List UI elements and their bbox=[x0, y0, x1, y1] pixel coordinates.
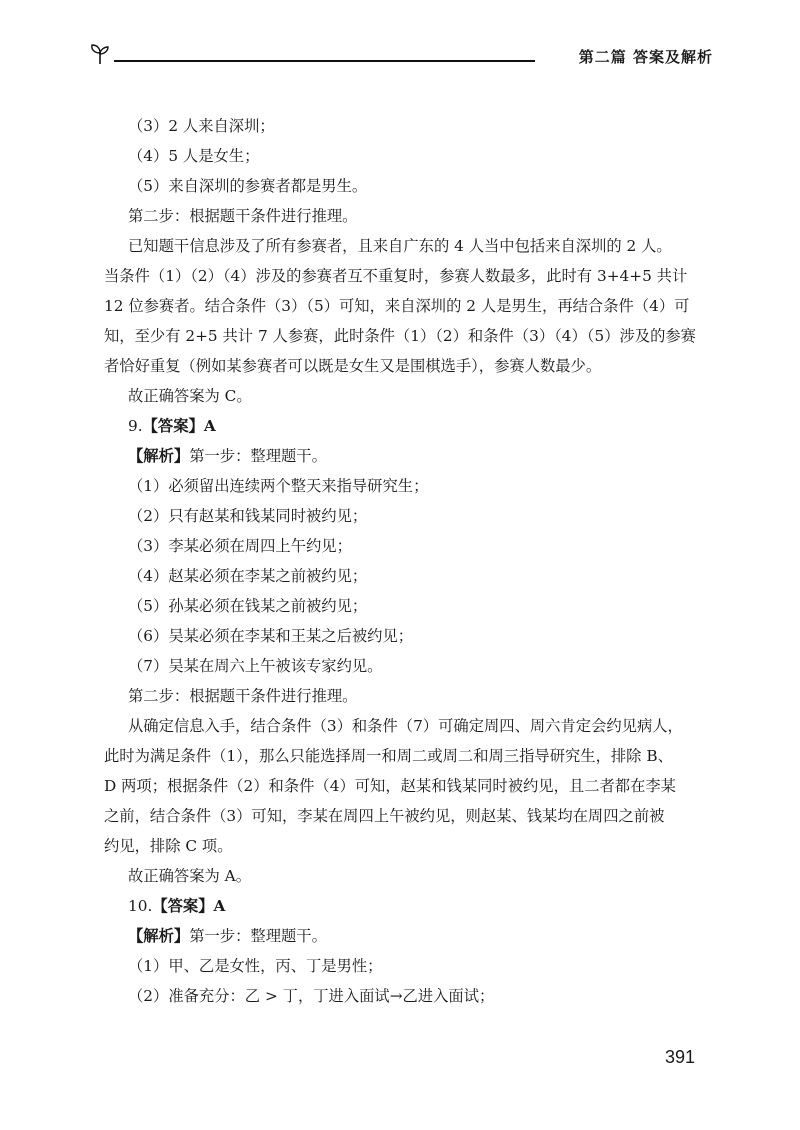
header-rule bbox=[114, 60, 535, 62]
text-line bbox=[104, 501, 698, 531]
answer-line bbox=[104, 411, 698, 441]
analysis-line bbox=[104, 921, 698, 951]
line-text: （5）孙某必须在钱某之前被约见； bbox=[128, 597, 368, 615]
line-text: 已知题干信息涉及了所有参赛者，且来自广东的 4 人当中包括来自深圳的 2 人。 bbox=[128, 237, 672, 255]
text-line bbox=[104, 951, 698, 981]
question-number: 10. bbox=[128, 897, 153, 915]
line-text: 知，至少有 2+5 共计 7 人参赛，此时条件（1）（2）和条件（3）（4）（5）涉及的参赛 bbox=[104, 327, 696, 345]
line-text: 之前，结合条件（3）可知，李某在周四上午被约见，则赵某、钱某均在周四之前被 bbox=[104, 807, 665, 825]
text-line bbox=[104, 561, 698, 591]
line-text: （6）吴某必须在李某和王某之后被约见； bbox=[128, 627, 414, 645]
line-text: 第一步：整理题干。 bbox=[189, 927, 327, 945]
text-line bbox=[104, 591, 698, 621]
label-tag: 【答案】 bbox=[152, 897, 214, 915]
text-line bbox=[104, 861, 698, 891]
line-text: （3）李某必须在周四上午约见； bbox=[128, 537, 352, 555]
text-line bbox=[104, 351, 698, 381]
text-line bbox=[104, 801, 698, 831]
text-line bbox=[104, 201, 698, 231]
text-line bbox=[104, 171, 698, 201]
text-line bbox=[104, 831, 698, 861]
text-line bbox=[104, 291, 698, 321]
label-tag: 【解析】 bbox=[128, 447, 190, 465]
page-content bbox=[104, 111, 698, 1011]
text-line bbox=[104, 471, 698, 501]
line-text: （4）5 人是女生； bbox=[128, 147, 260, 165]
sprout-icon bbox=[88, 42, 112, 66]
line-text: （4）赵某必须在李某之前被约见； bbox=[128, 567, 368, 585]
line-text: 第二步：根据题干条件进行推理。 bbox=[128, 207, 358, 225]
line-text: 者恰好重复（例如某参赛者可以既是女生又是围棋选手），参赛人数最少。 bbox=[104, 357, 602, 375]
line-text: （1）甲、乙是女性，丙、丁是男性； bbox=[128, 957, 383, 975]
line-text: A bbox=[203, 417, 216, 435]
line-text: （7）吴某在周六上午被该专家约见。 bbox=[128, 657, 383, 675]
line-text: 故正确答案为 A。 bbox=[128, 867, 251, 885]
text-line bbox=[104, 321, 698, 351]
line-text: （5）来自深圳的参赛者都是男生。 bbox=[128, 177, 368, 195]
label-tag: 【解析】 bbox=[128, 927, 190, 945]
text-line bbox=[104, 681, 698, 711]
text-line bbox=[104, 981, 698, 1011]
line-text: （1）必须留出连续两个整天来指导研究生； bbox=[128, 477, 429, 495]
line-text: 此时为满足条件（1），那么只能选择周一和周二或周二和周三指导研究生，排除 B、 bbox=[104, 747, 673, 765]
line-text: 第二步：根据题干条件进行推理。 bbox=[128, 687, 358, 705]
line-text: （2）准备充分：乙 > 丁，丁进入面试→乙进入面试； bbox=[128, 987, 495, 1005]
line-text: 从确定信息入手，结合条件（3）和条件（7）可确定周四、周六肯定会约见病人， bbox=[128, 717, 683, 735]
page-header bbox=[88, 40, 713, 70]
text-line bbox=[104, 771, 698, 801]
text-line bbox=[104, 741, 698, 771]
text-line bbox=[104, 261, 698, 291]
text-line bbox=[104, 621, 698, 651]
text-line bbox=[104, 141, 698, 171]
text-line bbox=[104, 381, 698, 411]
question-number: 9. bbox=[128, 417, 143, 435]
line-text: D 两项；根据条件（2）和条件（4）可知，赵某和钱某同时被约见，且二者都在李某 bbox=[104, 777, 676, 795]
label-tag: 【答案】 bbox=[142, 417, 204, 435]
text-line bbox=[104, 711, 698, 741]
line-text: 故正确答案为 C。 bbox=[128, 387, 252, 405]
line-text: 约见，排除 C 项。 bbox=[104, 837, 233, 855]
analysis-line bbox=[104, 441, 698, 471]
text-line bbox=[104, 651, 698, 681]
line-text: 当条件（1）（2）（4）涉及的参赛者互不重复时，参赛人数最多，此时有 3+4+5 共计 bbox=[104, 267, 688, 285]
line-text: A bbox=[213, 897, 226, 915]
line-text: （3）2 人来自深圳； bbox=[128, 117, 275, 135]
section-title: 第二篇 答案及解析 bbox=[578, 48, 713, 66]
page-number: 391 bbox=[664, 1047, 695, 1067]
text-line bbox=[104, 531, 698, 561]
text-line bbox=[104, 231, 698, 261]
answer-line bbox=[104, 891, 698, 921]
line-text: 第一步：整理题干。 bbox=[189, 447, 327, 465]
text-line bbox=[104, 111, 698, 141]
line-text: （2）只有赵某和钱某同时被约见； bbox=[128, 507, 368, 525]
line-text: 12 位参赛者。结合条件（3）（5）可知，来自深圳的 2 人是男生，再结合条件（4）可 bbox=[104, 297, 690, 315]
